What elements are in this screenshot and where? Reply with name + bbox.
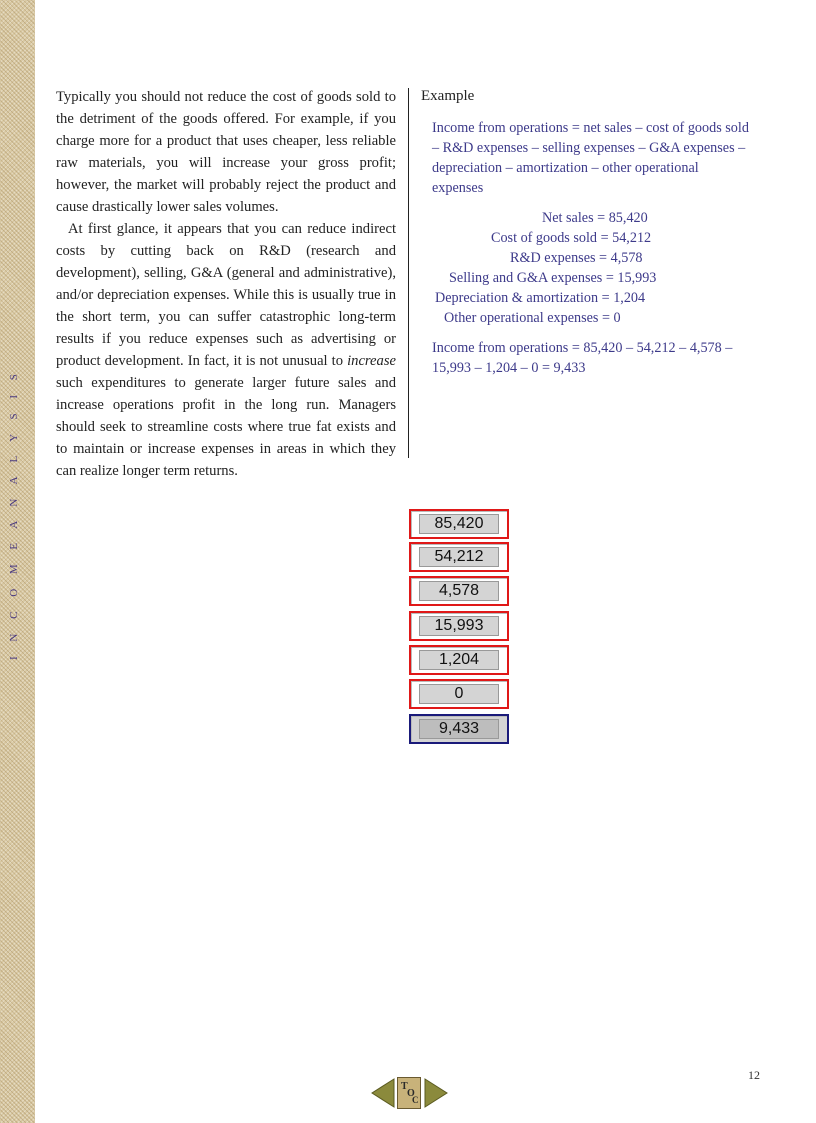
depreciation-field[interactable]	[409, 645, 509, 675]
example-value-rd: R&D expenses = 4,578	[510, 250, 643, 266]
calc-value[interactable]: 4,578	[419, 581, 499, 601]
example-heading: Example	[421, 88, 475, 104]
example-values	[421, 208, 751, 328]
paragraph-2-start: At first glance, it appears that you can reduce indirect costs by cutting back on R&D (research and development), selling, G&A (general and administrative), and/or depreciation expenses. While this is usually true in the short term, you can suffer catastrophic long-term results if you reduce expenses such as advertising or product development. In fact, it is not unusual to	[56, 221, 396, 369]
toc-icon	[398, 1078, 420, 1108]
svg-text:C: C	[412, 1095, 419, 1105]
selling-ga-field[interactable]	[409, 611, 509, 641]
table-of-contents-button[interactable]	[397, 1077, 421, 1109]
calc-result-value: 9,433	[419, 719, 499, 739]
example-value-cogs: Cost of goods sold = 54,212	[491, 230, 652, 246]
calc-value[interactable]: 0	[419, 684, 499, 704]
page-navigation	[370, 1076, 450, 1110]
calc-value[interactable]: 54,212	[419, 547, 499, 567]
paragraph-2	[56, 218, 396, 482]
column-divider	[408, 88, 409, 458]
section-title: I N C O M E A N A L Y S I S	[8, 368, 20, 660]
next-page-button[interactable]	[423, 1076, 449, 1110]
income-from-operations-field	[409, 714, 509, 744]
example-result: Income from operations = 85,420 – 54,212 – 4,578 – 15,993 – 1,204 – 0 = 9,433	[432, 340, 733, 376]
calc-value[interactable]: 15,993	[419, 616, 499, 636]
svg-text:O: O	[407, 1088, 415, 1099]
example-panel	[421, 86, 751, 378]
previous-page-button[interactable]	[370, 1076, 396, 1110]
other-expenses-field[interactable]	[409, 679, 509, 709]
example-value-selling-ga: Selling and G&A expenses = 15,993	[449, 270, 657, 286]
cogs-field[interactable]	[409, 542, 509, 572]
example-value-net-sales: Net sales = 85,420	[542, 210, 648, 226]
calc-value[interactable]: 85,420	[419, 514, 499, 534]
calc-value[interactable]: 1,204	[419, 650, 499, 670]
paragraph-2-end: such expenditures to generate larger future sales and increase operations profit in the long run. Managers should seek to streamline costs where true fat exists and to maintain or increase expenses in areas in which they can realize longer term returns.	[56, 375, 396, 479]
example-formula: Income from operations = net sales – cost of goods sold – R&D expenses – selling expenses – G&A expenses – depreciation – amortization – other operational expenses	[432, 120, 749, 196]
rd-expenses-field[interactable]	[409, 576, 509, 606]
page-number: 12	[748, 1068, 760, 1082]
net-sales-field[interactable]	[409, 509, 509, 539]
decorative-sidebar	[0, 0, 35, 1123]
example-value-depreciation: Depreciation & amortization = 1,204	[435, 290, 646, 306]
svg-text:T: T	[401, 1081, 408, 1092]
example-value-other: Other operational expenses = 0	[444, 310, 621, 326]
paragraph-2-emphasis: increase	[347, 353, 396, 369]
body-text	[56, 86, 396, 482]
paragraph-1: Typically you should not reduce the cost of goods sold to the detriment of the goods offered. For example, if you charge more for a product that uses cheaper, less reliable raw materials, you will increase your gross profit; however, the market will probably reject the product and cause drastically lower sales volumes.	[56, 89, 396, 215]
